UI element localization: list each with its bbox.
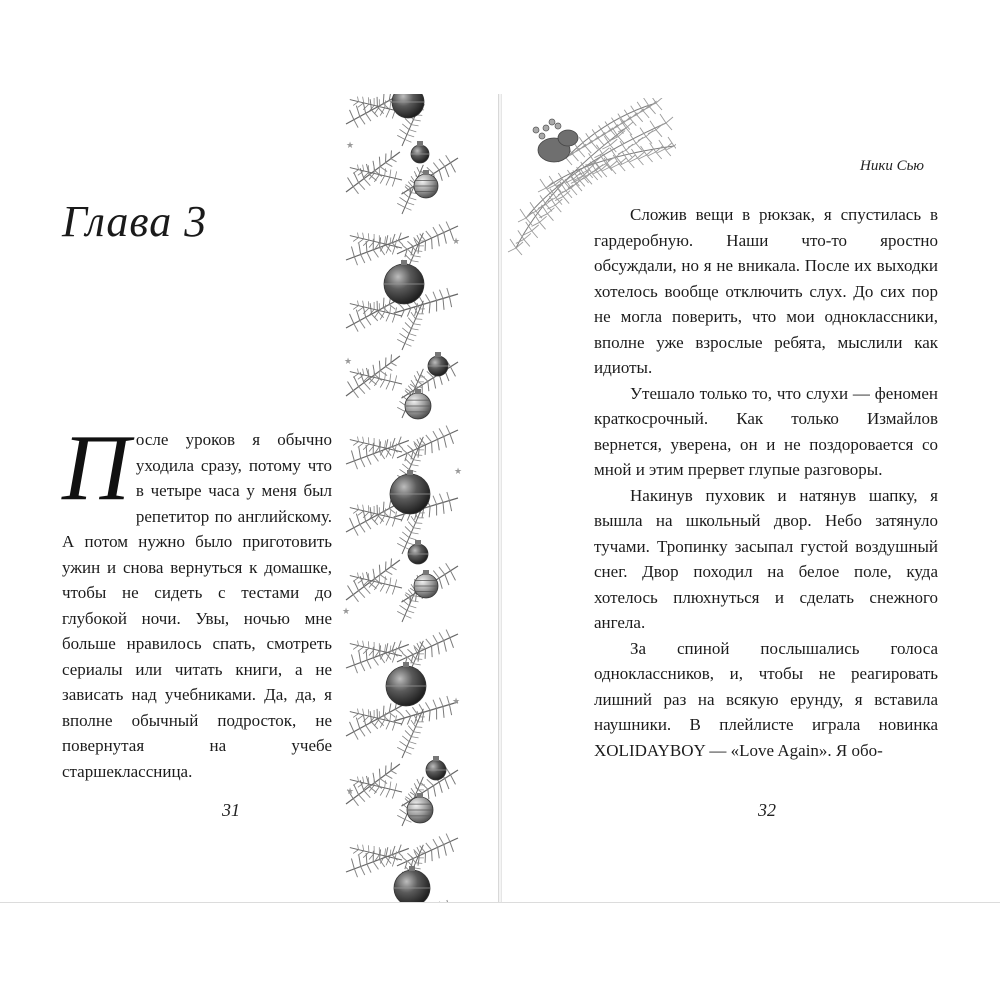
svg-text:★: ★	[342, 606, 351, 616]
page-bottom-edge	[0, 902, 1000, 903]
svg-text:★: ★	[454, 466, 463, 476]
svg-text:★: ★	[344, 356, 353, 366]
svg-text:★: ★	[452, 236, 461, 246]
paragraph: Утешало только то, что слухи — феномен краткосрочный. Как только Измайлов вернется, уверена, он и не поздоровается со мной и этим прервет глупые разговоры.	[594, 383, 938, 479]
right-body-text	[594, 202, 938, 763]
paragraph: За спиной послышались голоса одноклассников, и, чтобы не реагировать лишний раз на всякую ерунду, я вставила наушники. В плейлисте играла новинка XOLIDAYBOY — «Love Again». Я обо-	[594, 638, 938, 760]
book-gutter	[498, 94, 502, 902]
christmas-garland-illustration	[334, 94, 470, 902]
chapter-title: Глава 3	[62, 197, 208, 246]
page-number-right: 32	[758, 800, 776, 820]
paragraph: Накинув пуховик и натянув шапку, я вышла на школьный двор. Небо затянуло тучами. Тропинку засыпал густой воздушный снег. Двор походил на белое поле, куда хотелось плюхнуться и сделать снежного ангела.	[594, 485, 938, 632]
svg-text:★: ★	[346, 140, 355, 150]
paragraph: Сложив вещи в рюкзак, я спустилась в гардеробную. Наши что-то яростно обсуждали, но я не вникала. После их выходки хотелось вообще отключить слух. До сих пор не могла поверить, что мои одноклассники, вполне уже взрослые ребята, мыслили как идиоты.	[594, 205, 938, 377]
drop-cap: П	[62, 416, 130, 520]
svg-text:★: ★	[452, 696, 461, 706]
page-number-left: 31	[222, 800, 240, 820]
left-body-text	[62, 416, 332, 784]
svg-text:★: ★	[346, 786, 355, 796]
left-paragraph: осле уроков я обычно уходила сразу, потому что в четыре часа у меня был репетитор по английскому. А потом нужно было приготовить ужин и снова вернуться к домашке, чтобы не сидеть с тестами до глубокой ночи. Увы, ночью мне больше нравилось спать, смотреть сериалы или читать книги, а не зависать над учебниками. Да, да, я вполне обычный подросток, не повернутая на учебе старшеклассница.	[62, 430, 332, 781]
running-head-author: Ники Сью	[860, 158, 925, 174]
